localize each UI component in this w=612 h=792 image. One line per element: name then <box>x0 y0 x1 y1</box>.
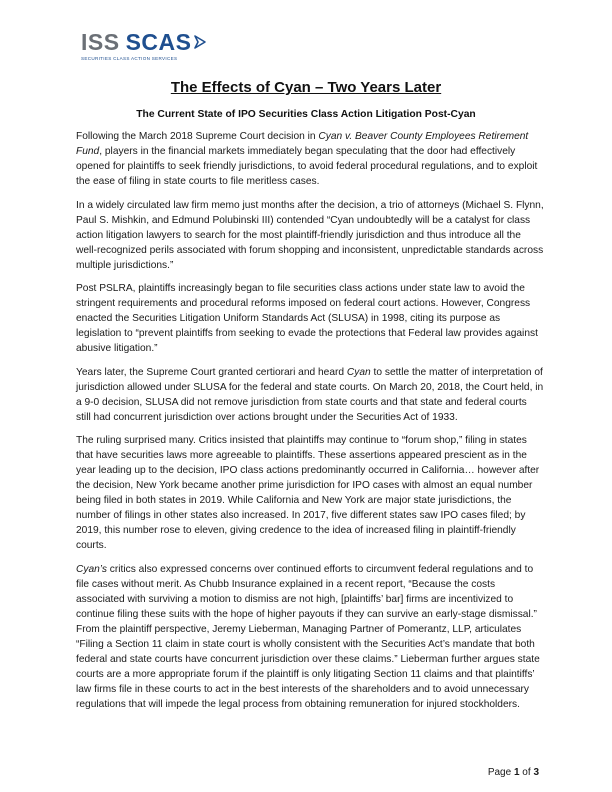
of-word: of <box>519 767 534 778</box>
total-pages: 3 <box>533 767 539 778</box>
logo-scas-text: SCAS <box>125 29 192 55</box>
paragraph-text: , players in the financial markets immediately began speculating that the door had effectively opened for plaintiffs to seek friendly jurisdictions, to avoid federal procedural regulations, and to exploit the ease of filing in state courts to file meritless cases. <box>76 146 538 187</box>
paragraph-text: to settle the matter of interpretation of jurisdiction allowed under SLUSA for the federal and state courts. On March 20, 2018, the Court held, in a 9-0 decision, SLUSA did not remove jurisdiction from state courts and that state and federal courts still had concurrent jurisdiction over actions brought under the Securities Act of 1933. <box>76 366 544 423</box>
paragraph-6 <box>76 562 544 712</box>
current-page: 1 <box>513 767 520 778</box>
case-name: Cyan’s <box>76 563 107 575</box>
document-subtitle: The Current State of IPO Securities Class Action Litigation Post-Cyan <box>136 109 476 120</box>
paragraph-4 <box>76 365 544 425</box>
document-body <box>76 129 544 721</box>
paragraph-3: Post PSLRA, plaintiffs increasingly began to file securities class actions under state law to avoid the stringent requirements and procedural reforms imposed on federal court actions. However, Congress enacted the Securities Litigation Uniform Standards Act (SLUSA) in 1998, citing its purpose as legislation to “prevent plaintiffs from seeking to evade the protections that Federal law provides against abusive litigation.” <box>76 283 538 355</box>
page-word: Page <box>487 767 514 778</box>
case-name: Cyan <box>346 366 371 378</box>
paragraph-text: Years later, the Supreme Court granted certiorari and heard <box>76 366 347 378</box>
iss-scas-logo <box>81 30 211 66</box>
paragraph-text: critics also expressed concerns over continued efforts to circumvent federal regulations and to file cases without merit. As Chubb Insurance explained in a recent report, “Because the costs associated with surviving a motion to dismiss are not high, [plaintiffs’ bar] firms are incentivized to continue filing these suits with the hope of higher payouts if they can survive an early-stage dismissal.” From the plaintiff perspective, Jeremy Lieberman, Managing Partner of Pomerantz, LLP, articulates “Filing a Section 11 claim in state court is wholly consistent with the Securities Act’s mandate that both federal and state courts have concurrent jurisdiction over these claims.” Lieberman further argues state courts are a more appropriate forum if the plaintiff is only litigating Section 11 claims and that plaintiffs’ law firms file in these courts to act in the best interests of the shareholders and to avoid unnecessary regulations that will impede the legal process from obtaining remuneration for injured stockholders. <box>76 563 540 710</box>
logo-arrow-icon <box>193 34 207 50</box>
document-title: The Effects of Cyan – Two Years Later <box>170 79 442 96</box>
logo-tagline: SECURITIES CLASS ACTION SERVICES <box>81 56 178 61</box>
logo-iss-text: ISS <box>81 29 120 55</box>
paragraph-1 <box>76 129 544 189</box>
paragraph-text: Following the March 2018 Supreme Court decision in <box>76 131 319 142</box>
page-number <box>488 767 539 778</box>
paragraph-5: The ruling surprised many. Critics insisted that plaintiffs may continue to “forum shop,” filing in states that have securities laws more agreeable to plaintiffs. These assertions appeared prescient as in the year leading up to the decision, IPO class actions predominantly occurred in California… however after the decision, New York became another prime jurisdiction for IPO cases with almost an equal number being filed in both states in 2019. While California and New York are major state jurisdictions, the number of filings in other states also increased. In 2017, five different states saw IPO cases filed; by 2019, this number rose to eleven, giving credence to the idea of increased filing in plaintiff-friendly courts. <box>76 435 540 552</box>
logo-wordmark <box>81 30 211 54</box>
paragraph-2: In a widely circulated law firm memo just months after the decision, a trio of attorneys (Michael S. Flynn, Paul S. Mishkin, and Edmund Polubinski III) contended “Cyan undoubtedly will be a catalyst for class action litigation lawyers to search for the most plaintiff-friendly jurisdiction and thus introduce all the well-recognized perils associated with forum shopping and inconsistent, unpredictable standards across multiple jurisdictions.” <box>76 199 544 271</box>
case-name: Cyan v. Beaver County Employees Retirement Fund <box>76 131 529 157</box>
